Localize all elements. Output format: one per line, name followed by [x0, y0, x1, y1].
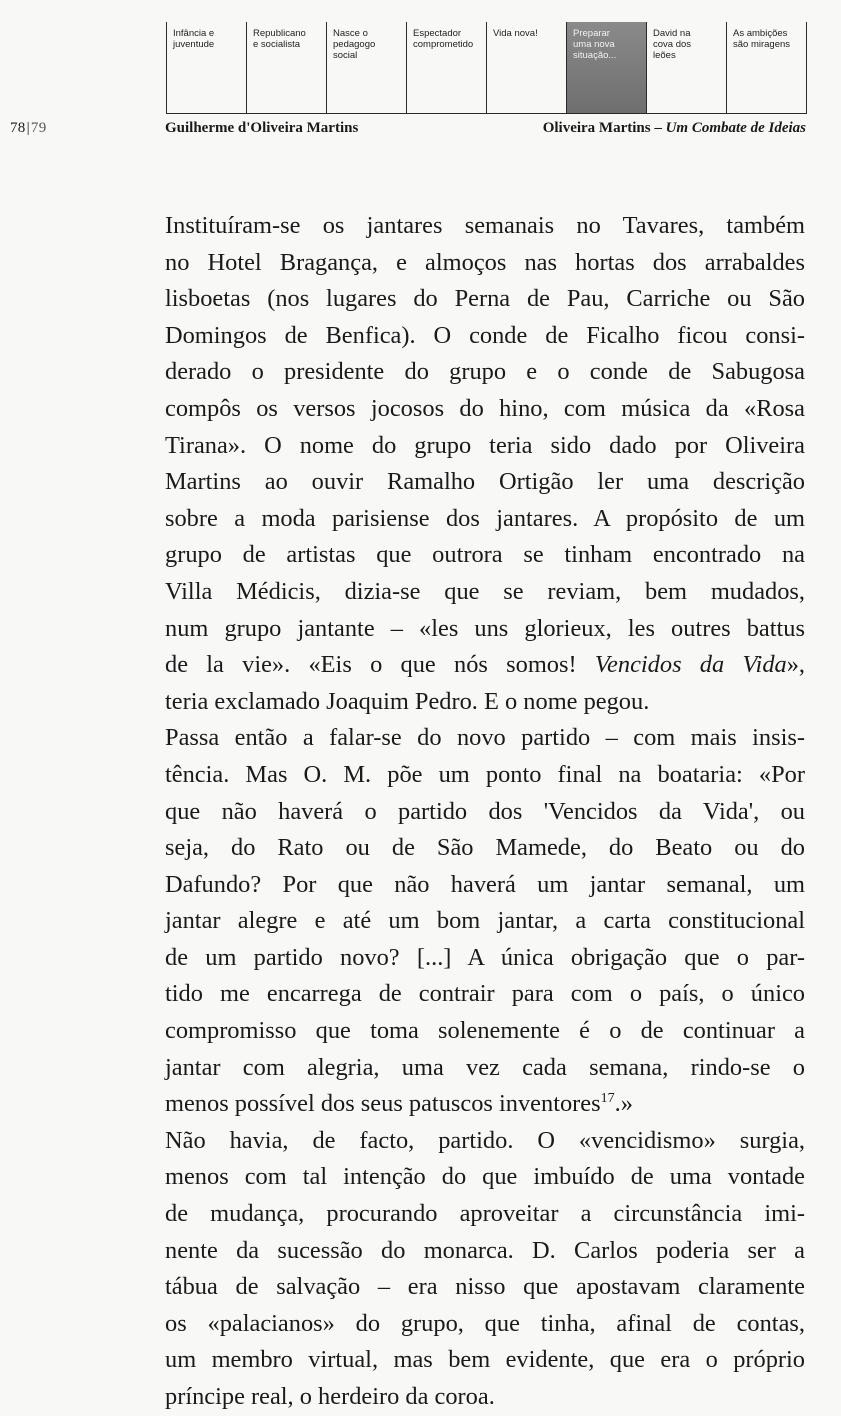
text-line: num grupo jantante – «les uns glorieux, les outres battus — [165, 614, 805, 642]
text-line: tábua de salvação – era nisso que apostavam claramente — [165, 1273, 805, 1301]
text-segment: menos possível dos seus patuscos inventores — [165, 1090, 601, 1118]
text-line: de um partido novo? [...] A única obrigação que o par- — [165, 943, 805, 971]
chapter-tab-infancia[interactable]: Infância e juventude — [167, 22, 247, 114]
running-header — [0, 120, 841, 142]
text-line: jantar com alegria, uma vez cada semana, rindo-se o — [165, 1053, 805, 1081]
text-line: nente da sucessão do monarca. D. Carlos poderia ser a — [165, 1236, 805, 1264]
text-segment: .» — [614, 1090, 633, 1118]
chapter-tab-david[interactable]: David na cova dos leões — [647, 22, 727, 114]
text-line: sobre a moda parisiense dos jantares. A propósito de um — [165, 504, 805, 532]
text-line: compromisso que toma solenemente é o de continuar a — [165, 1017, 805, 1045]
chapter-tabs — [166, 22, 807, 114]
text-line: que não haverá o partido dos 'Vencidos da Vida', ou — [165, 797, 805, 825]
text-line: derado o presidente do grupo e o conde de Sabugosa — [165, 358, 805, 386]
text-line: grupo de artistas que outrora se tinham encontrado na — [165, 541, 805, 569]
text-line: lisboetas (nos lugares do Perna de Pau, Carriche ou São — [165, 285, 805, 313]
text-line-footnote — [165, 1086, 805, 1123]
text-segment: », — [786, 651, 806, 679]
italic-phrase: Vencidos da Vida — [594, 651, 787, 679]
text-line: os «palacianos» do grupo, que tinha, afinal de contas, — [165, 1309, 805, 1337]
page-separator: | — [26, 120, 30, 136]
text-line: seja, do Rato ou de São Mamede, do Beato ou do — [165, 834, 805, 862]
text-line: um membro virtual, mas bem evidente, que era o próprio — [165, 1346, 805, 1374]
text-line: jantar alegre e até um bom jantar, a carta constitucional — [165, 907, 805, 935]
author-name: Guilherme d'Oliveira Martins — [165, 120, 359, 136]
page-right: 79 — [30, 120, 47, 136]
text-line: Passa então a falar-se do novo partido – com mais insis- — [165, 724, 805, 752]
chapter-tab-republicano[interactable]: Republicano e socialista — [247, 22, 327, 114]
book-title — [543, 120, 806, 137]
text-line: Martins ao ouvir Ramalho Ortigão ler uma descrição — [165, 468, 805, 496]
text-line: Não havia, de facto, partido. O «vencidismo» surgia, — [165, 1126, 805, 1154]
page-numbers — [10, 120, 47, 137]
text-line: compôs os versos jocosos do hino, com música da «Rosa — [165, 394, 805, 422]
text-line: Tirana». O nome do grupo teria sido dado por Oliveira — [165, 431, 805, 459]
text-line: Domingos de Benfica). O conde de Ficalho ficou consi- — [165, 321, 805, 349]
book-title-prefix: Oliveira Martins – — [542, 120, 666, 136]
book-title-italic: Um Combate de Ideias — [665, 120, 806, 136]
text-line-italic — [165, 647, 805, 684]
text-line: Villa Médicis, dizia-se que se reviam, bem mudados, — [165, 577, 805, 605]
text-line: Instituíram-se os jantares semanais no Tavares, também — [165, 212, 805, 239]
text-line: teria exclamado Joaquim Pedro. E o nome pegou. — [165, 687, 650, 715]
footnote-ref[interactable]: 17 — [600, 1091, 615, 1107]
chapter-tab-vida-nova[interactable]: Vida nova! — [487, 22, 567, 114]
text-line: príncipe real, o herdeiro da coroa. — [165, 1383, 495, 1410]
chapter-tab-ambicoes[interactable]: As ambições são miragens — [727, 22, 807, 114]
text-line: menos com tal intenção do que imbuído de uma vontade — [165, 1163, 805, 1191]
chapter-tab-pedagogo[interactable]: Nasce o pedagogo social — [327, 22, 407, 114]
text-line: Dafundo? Por que não haverá um jantar semanal, um — [165, 870, 805, 898]
text-line: no Hotel Bragança, e almoços nas hortas dos arrabaldes — [165, 248, 805, 276]
text-segment: de la vie». «Eis o que nós somos! — [165, 651, 595, 679]
text-line: tência. Mas O. M. põe um ponto final na boataria: «Por — [165, 760, 805, 788]
page-left: 78 — [10, 120, 26, 136]
chapter-tab-preparar-active[interactable]: Preparar uma nova situação... — [567, 22, 647, 114]
text-line: tido me encarrega de contrair para com o país, o único — [165, 980, 805, 1008]
text-line: de mudança, procurando aproveitar a circunstância imi- — [165, 1200, 805, 1228]
body-text — [165, 208, 805, 1416]
chapter-tab-espectador[interactable]: Espectador comprometido — [407, 22, 487, 114]
